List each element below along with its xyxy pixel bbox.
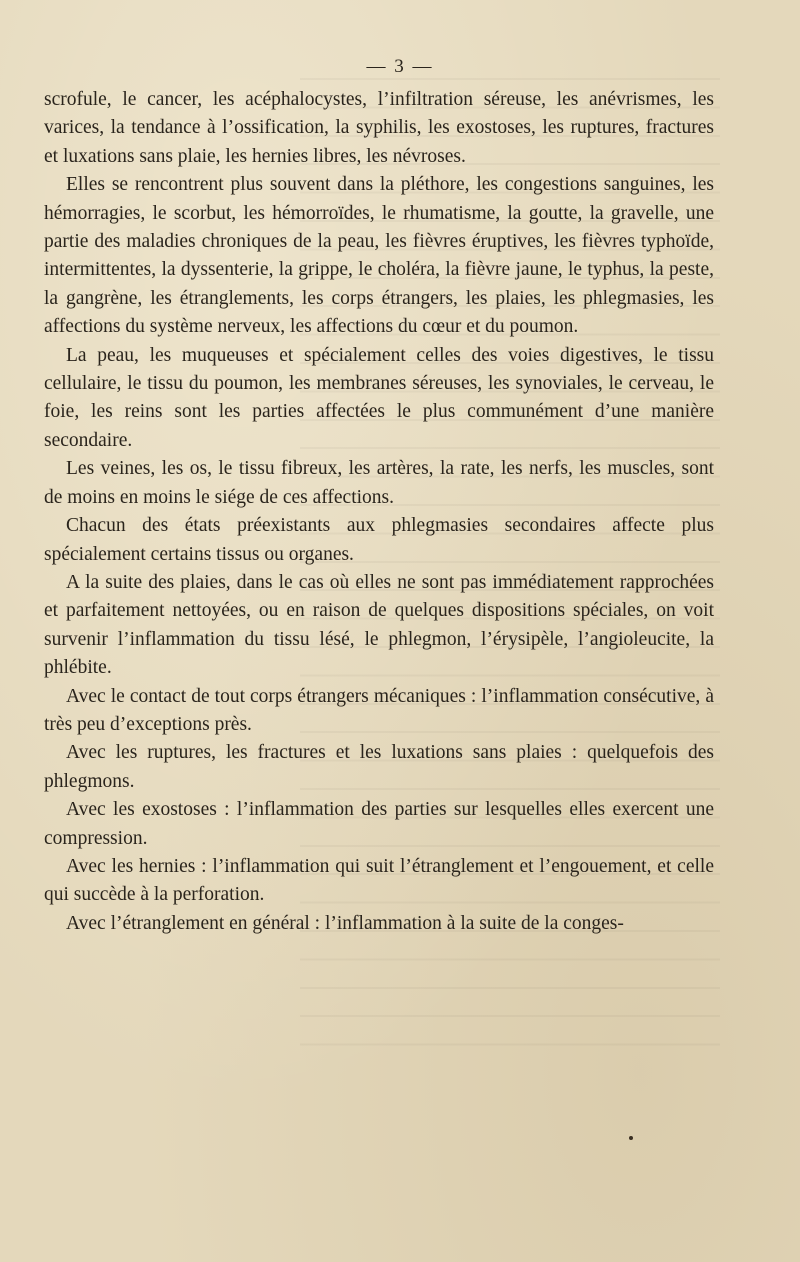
paragraph-11: Avec l’étranglement en général : l’inflammation à la suite de la conges- — [66, 912, 624, 934]
paragraph-6: A la suite des plaies, dans le cas où elles ne sont pas immédiatement rapprochées et parfaitement nettoyées, ou en raison de quelques dispositions spéciales, on voit survenir l’inflammation du tissu lésé, le phlegmon, l’érysipèle, l’angioleucite, la phlébite. — [44, 571, 714, 679]
paragraph-5: Chacun des états préexistants aux phlegmasies secondaires affecte plus spécialement certains tissus ou organes. — [44, 515, 714, 565]
paragraph-1: scrofule, le cancer, les acéphalocystes, l’infiltration séreuse, les anévrismes, les varices, la tendance à l’ossification, la syphilis, les exostoses, les ruptures, fractures et luxations sans plaie, les hernies libres, les névroses. — [44, 89, 714, 167]
paragraph-7: Avec le contact de tout corps étrangers mécaniques : l’inflammation consécutive, à très peu d’exceptions près. — [44, 685, 714, 735]
body-text — [44, 86, 714, 938]
ink-speck — [629, 1136, 633, 1140]
paragraph-10: Avec les hernies : l’inflammation qui suit l’étranglement et l’engouement, et celle qui succède à la perforation. — [44, 855, 714, 906]
page-number: — 3 — — [366, 56, 434, 77]
paragraph-3: La peau, les muqueuses et spécialement celles des voies digestives, le tissu cellulaire, le tissu du poumon, les membranes séreuses, les synoviales, le cerveau, le foie, les reins sont les parties affectées le plus communément d’une manière secondaire. — [44, 344, 714, 451]
paragraph-2: Elles se rencontrent plus souvent dans la pléthore, les congestions sanguines, les hémorragies, le scorbut, les hémorroïdes, le rhumatisme, la goutte, la gravelle, une partie des maladies chroniques de la peau, les fièvres éruptives, les fièvres typhoïde, intermittentes, la dyssenterie, la grippe, le choléra, la fièvre jaune, le typhus, la peste, la gangrène, les étranglements, les corps étrangers, les plaies, les phlegmasies, les affections du système nerveux, les affections du cœur et du poumon. — [44, 174, 714, 338]
paragraph-8: Avec les ruptures, les fractures et les luxations sans plaies : quelquefois des phlegmons. — [44, 742, 714, 792]
paragraph-4: Les veines, les os, le tissu fibreux, les artères, la rate, les nerfs, les muscles, sont de moins en moins le siége de ces affections. — [44, 458, 714, 508]
paragraph-9: Avec les exostoses : l’inflammation des parties sur lesquelles elles exercent une compression. — [44, 799, 714, 849]
